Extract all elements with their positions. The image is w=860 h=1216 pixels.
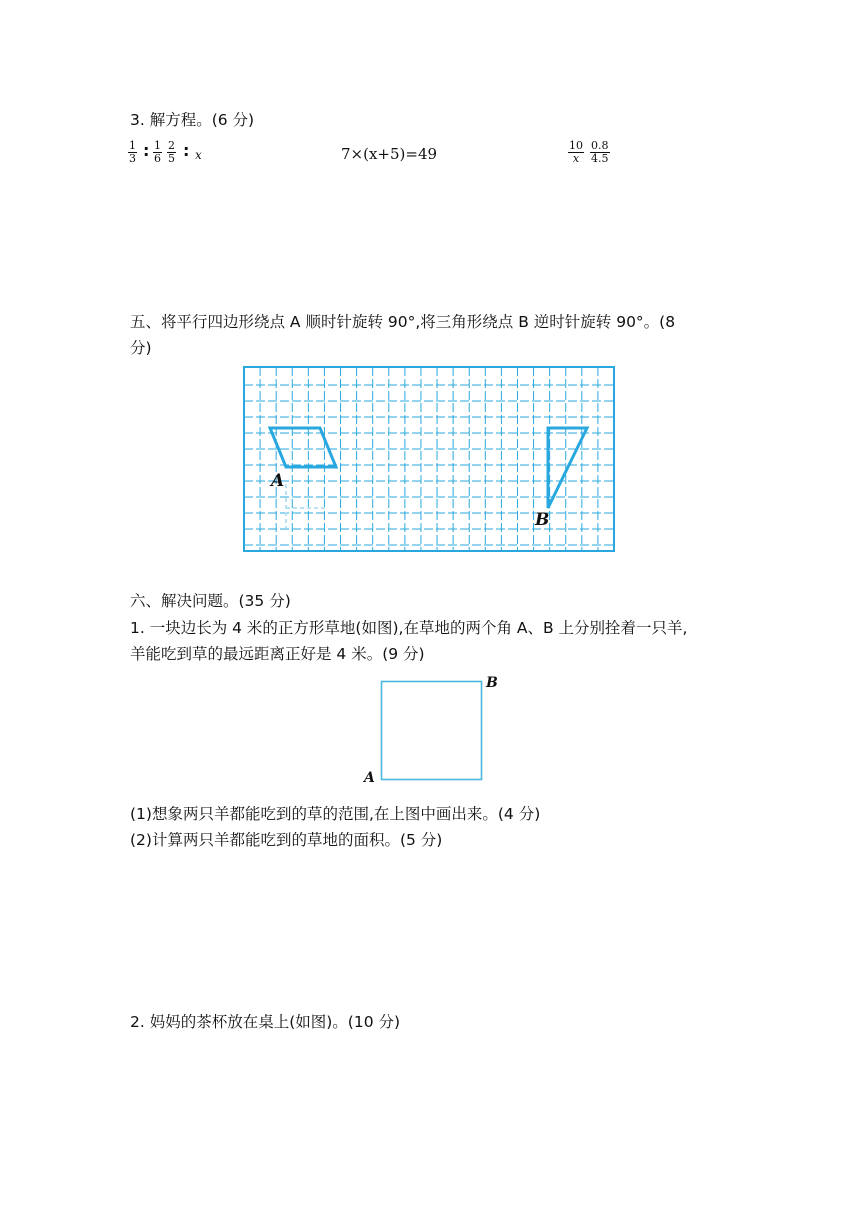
equation-2: 7×(x+5)=49: [341, 145, 438, 163]
fraction-10-x: $\frac{10}{x}$: [569, 139, 583, 165]
grid-label-a: A: [271, 471, 285, 491]
fraction-3: $\frac{2}{5}$: [168, 139, 175, 165]
parallelogram-shape: [270, 428, 336, 467]
fraction-08-45: $\frac{0.8}{4.5}$: [591, 139, 609, 165]
grass-square: [380, 680, 484, 782]
fraction-2: $\frac{1}{6}$: [154, 139, 161, 165]
section5-instruction-line1: 五、将平行四边形绕点 A 顺时针旋转 90°,将三角形绕点 B 逆时针旋转 90°。(8: [130, 313, 676, 331]
rotation-grid: [243, 366, 615, 552]
colon-2: :: [183, 141, 190, 160]
grid-border: [244, 367, 614, 551]
grid-label-b: B: [535, 510, 550, 530]
fraction-1: $\frac{1}{3}$: [129, 139, 136, 165]
variable-x: x: [195, 148, 202, 162]
triangle-shape: [548, 428, 587, 508]
subquestion-2: (2)计算两只羊都能吃到的草地的面积。(5 分): [130, 831, 443, 849]
colon-1: :: [143, 141, 150, 160]
q3-title: 3. 解方程。(6 分): [130, 111, 255, 129]
square-outline: [382, 682, 482, 780]
subquestion-1: (1)想象两只羊都能吃到的草的范围,在上图中画出来。(4 分): [130, 805, 541, 823]
problem2-text: 2. 妈妈的茶杯放在桌上(如图)。(10 分): [130, 1013, 401, 1031]
problem1-line2: 羊能吃到草的最远距离正好是 4 米。(9 分): [130, 645, 425, 663]
square-label-b: B: [486, 675, 498, 691]
problem1-line1: 1. 一块边长为 4 米的正方形草地(如图),在草地的两个角 A、B 上分别拴着一只羊,: [130, 619, 688, 637]
section5-instruction-line2: 分): [130, 339, 152, 357]
section6-title: 六、解决问题。(35 分): [130, 592, 291, 610]
square-label-a: A: [364, 770, 375, 786]
